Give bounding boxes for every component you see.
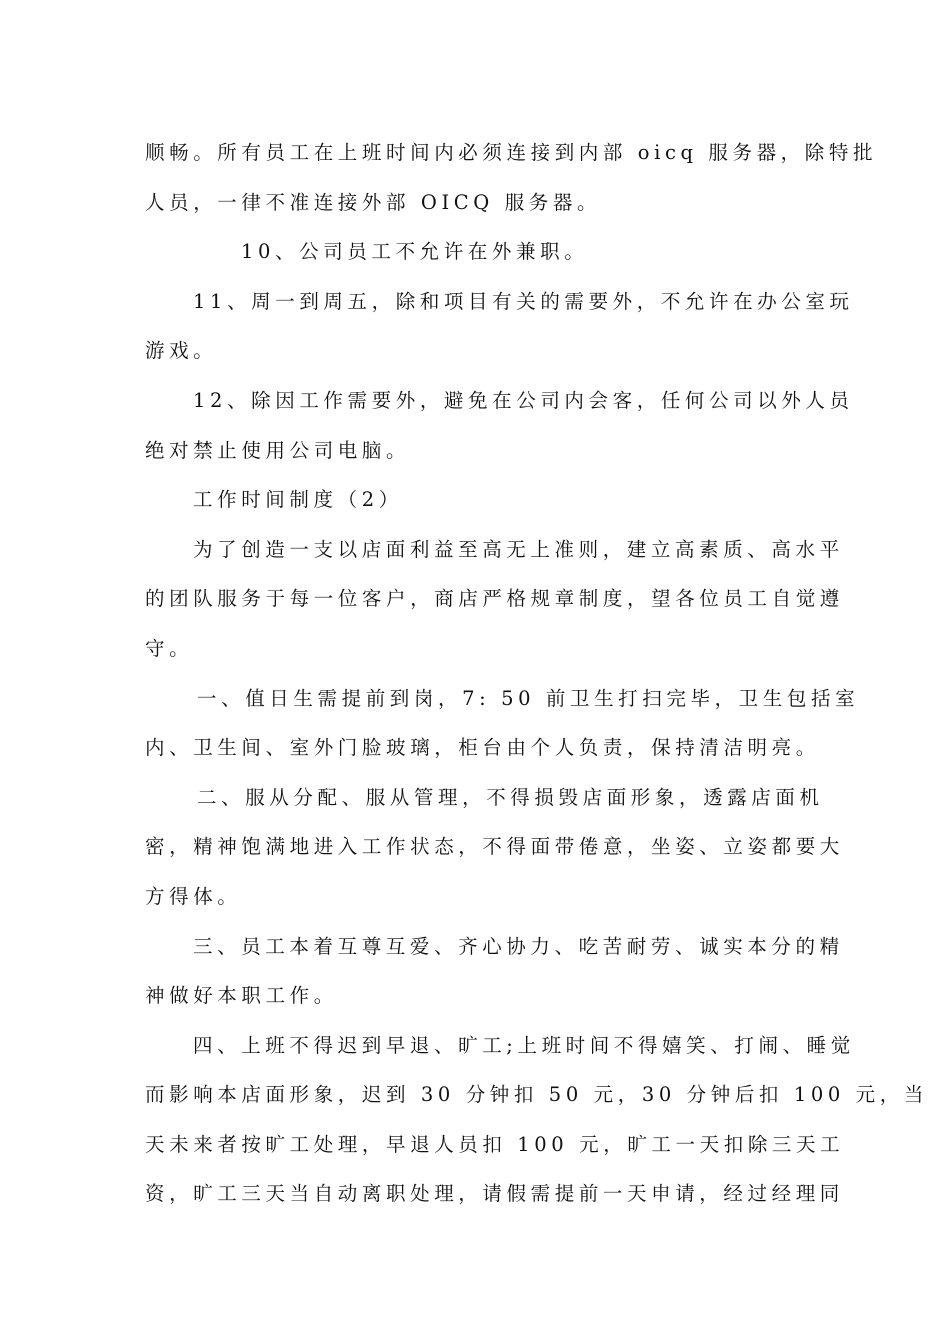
text-line: 10、公司员工不允许在外兼职。 [241,240,589,264]
text-line: 密，精神饱满地进入工作状态，不得面带倦意，坐姿、立姿都要大 [145,835,844,859]
text-line: 神做好本职工作。 [145,984,338,1008]
text-line: 三、员工本着互尊互爱、齐心协力、吃苦耐劳、诚实本分的精 [193,934,844,958]
section-heading: 工作时间制度（2） [193,488,403,512]
text-line: 二、服从分配、服从管理，不得损毁店面形象，透露店面机 [197,785,824,809]
text-line: 而影响本店面形象，迟到 30 分钟扣 50 元，30 分钟后扣 100 元，当 [145,1083,928,1107]
text-line: 顺畅。所有员工在上班时间内必须连接到内部 oicq 服务器，除特批 [145,141,878,164]
text-line: 天未来者按旷工处理，早退人员扣 100 元，旷工一天扣除三天工 [145,1132,845,1156]
text-line: 游戏。 [145,339,218,363]
text-line: 内、卫生间、室外门脸玻璃，柜台由个人负责，保持清洁明亮。 [145,736,820,760]
text-line: 的团队服务于每一位客户，商店严格规章制度，望各位员工自觉遵 [145,587,844,611]
document-body [145,128,928,1219]
text-line: 方得体。 [145,884,242,908]
text-line: 人员，一律不准连接外部 OICQ 服务器。 [145,190,602,214]
text-line: 12、除因工作需要外，避免在公司内会客，任何公司以外人员 [193,388,854,412]
text-line: 四、上班不得迟到早退、旷工;上班时间不得嬉笑、打闹、睡觉 [193,1033,855,1057]
text-line: 为了创造一支以店面利益至高无上准则，建立高素质、高水平 [193,537,844,561]
text-line: 一、值日生需提前到岗，7: 50 前卫生打扫完毕，卫生包括室 [197,686,860,710]
text-line: 11、周一到周五，除和项目有关的需要外，不允许在办公室玩 [193,289,854,313]
text-line: 资，旷工三天当自动离职处理，请假需提前一天申请，经过经理同 [145,1182,844,1206]
text-line: 守。 [145,636,194,660]
text-line: 绝对禁止使用公司电脑。 [145,438,411,462]
